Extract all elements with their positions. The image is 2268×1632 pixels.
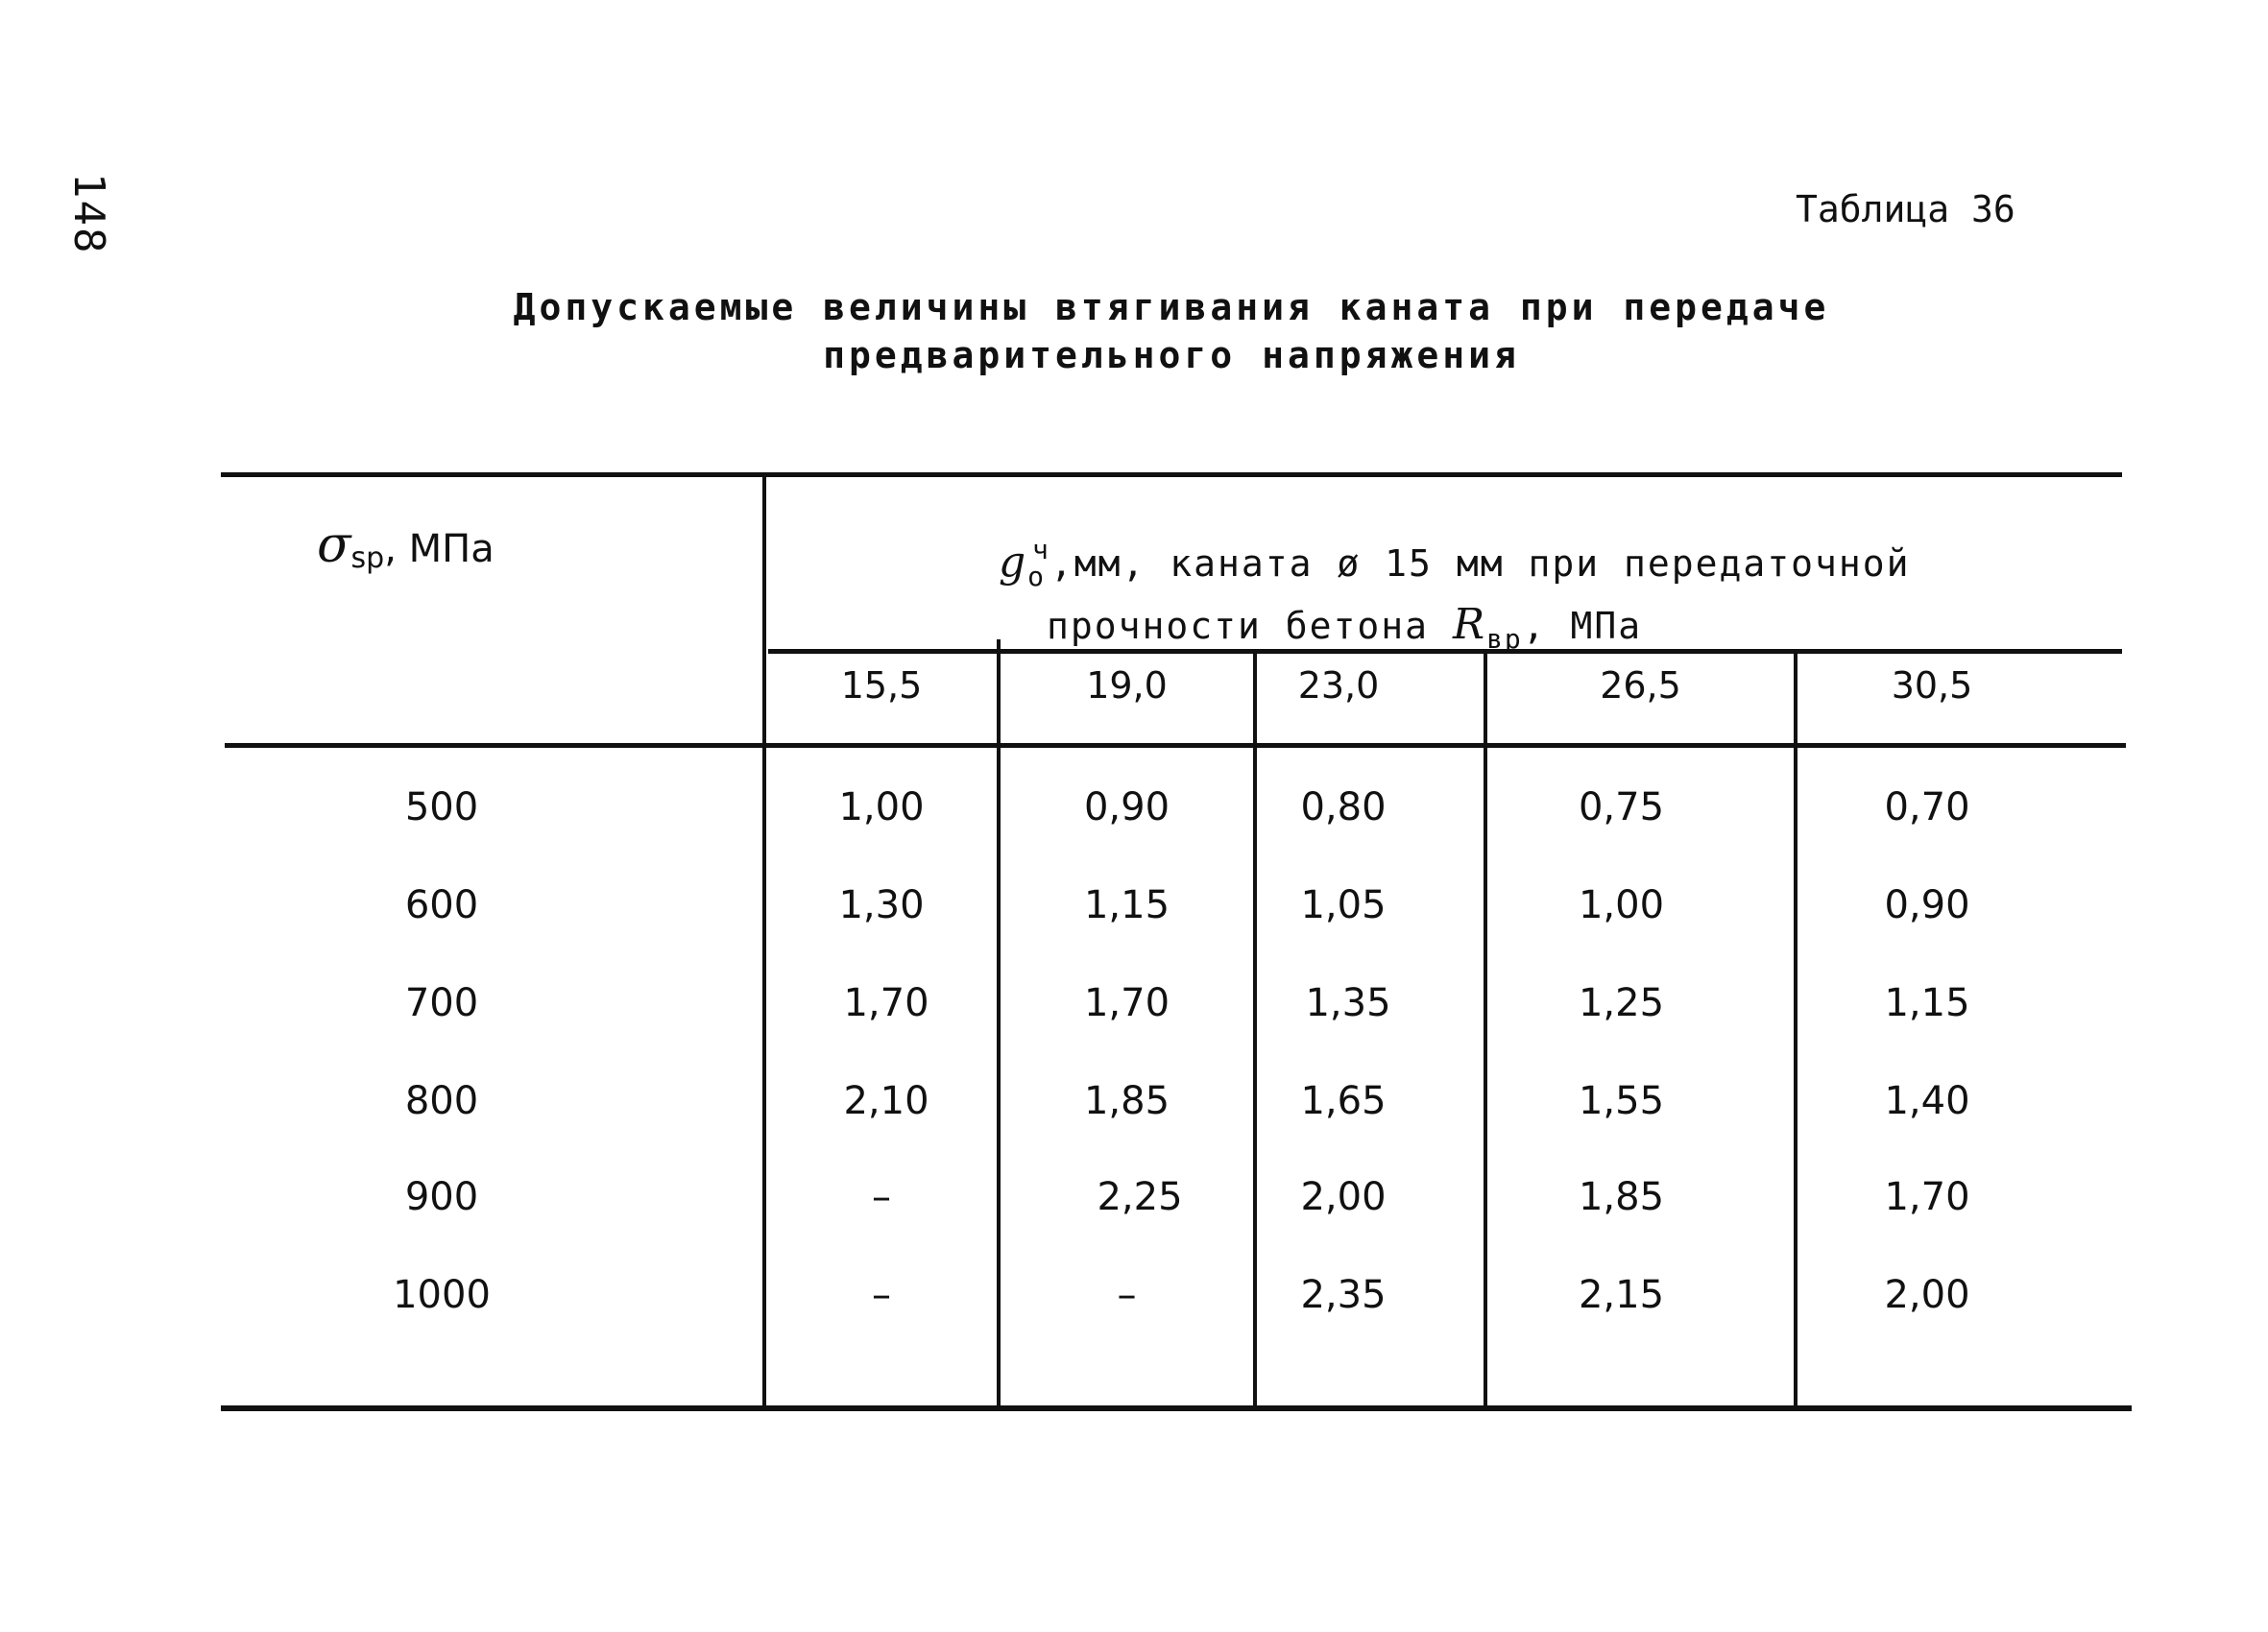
- stub-header: [317, 516, 495, 575]
- value-cell: 2,35: [1300, 1273, 1387, 1317]
- value-cell: 1,00: [1578, 883, 1665, 927]
- group-header-text-1: ,мм, каната ø 15 мм при передаточной: [1050, 542, 1911, 585]
- value-cell: 1,40: [1884, 1079, 1970, 1123]
- value-cell: 1,65: [1300, 1079, 1387, 1123]
- value-cell: 1,35: [1305, 981, 1391, 1025]
- stub-divider: [762, 474, 766, 1407]
- stress-cell: 900: [404, 1175, 479, 1219]
- value-cell: 2,00: [1884, 1273, 1970, 1317]
- value-cell: 0,70: [1884, 785, 1970, 829]
- group-header-line-1: [999, 526, 1911, 601]
- table-title-line-1: Допускаемые величины втягивания каната при передаче: [513, 286, 1830, 328]
- group-header-text-2: прочности бетона: [1047, 605, 1453, 647]
- value-cell: 0,90: [1083, 785, 1170, 829]
- page-number: 148: [64, 173, 113, 255]
- value-cell: –: [1117, 1273, 1137, 1317]
- value-cell: 1,30: [838, 883, 925, 927]
- r-subscript: вр: [1486, 623, 1523, 655]
- value-cell: 1,00: [838, 785, 925, 829]
- column-header-2: 19,0: [1086, 664, 1168, 707]
- stress-cell: 600: [404, 883, 479, 927]
- value-cell: 0,80: [1300, 785, 1387, 829]
- value-cell: –: [872, 1273, 891, 1317]
- header-bottom-rule: [225, 743, 2126, 748]
- value-cell: 1,70: [843, 981, 929, 1025]
- sigma-subscript: sp: [350, 541, 385, 575]
- value-cell: 0,75: [1578, 785, 1665, 829]
- value-cell: 1,15: [1884, 981, 1970, 1025]
- g-subscript: o: [1027, 561, 1047, 592]
- stress-cell: 1000: [393, 1273, 491, 1317]
- value-cell: 2,25: [1097, 1175, 1183, 1219]
- table-title-line-2: предварительного напряжения: [823, 334, 1520, 376]
- top-rule: [221, 472, 2122, 477]
- value-cell: 1,05: [1300, 883, 1387, 927]
- r-symbol: R: [1452, 600, 1487, 649]
- table-label: Таблица 36: [1796, 188, 2015, 230]
- value-cell: 2,10: [843, 1079, 929, 1123]
- group-header-unit: , МПа: [1522, 605, 1643, 647]
- stress-cell: 800: [404, 1079, 479, 1123]
- stub-unit: , МПа: [384, 527, 495, 571]
- bottom-rule: [221, 1405, 2132, 1411]
- value-cell: 2,00: [1300, 1175, 1387, 1219]
- value-cell: –: [872, 1175, 891, 1219]
- value-cell: 1,85: [1083, 1079, 1170, 1123]
- value-cell: 0,90: [1884, 883, 1970, 927]
- value-cell: 1,15: [1083, 883, 1170, 927]
- stress-cell: 700: [404, 981, 479, 1025]
- value-cell: 1,70: [1083, 981, 1170, 1025]
- value-cell: 1,55: [1578, 1079, 1665, 1123]
- value-cell: 1,70: [1884, 1175, 1970, 1219]
- sigma-symbol: σ: [317, 516, 351, 574]
- column-header-1: 15,5: [840, 664, 923, 707]
- column-header-5: 30,5: [1891, 664, 1973, 707]
- column-header-3: 23,0: [1297, 664, 1380, 707]
- stress-cell: 500: [404, 785, 479, 829]
- value-cell: 2,15: [1578, 1273, 1665, 1317]
- g-superscript: ч: [1032, 534, 1050, 565]
- value-cell: 1,25: [1578, 981, 1665, 1025]
- g-symbol: g: [999, 538, 1028, 587]
- column-header-4: 26,5: [1600, 664, 1681, 707]
- group-header: [999, 526, 1911, 663]
- group-header-line-2: [999, 601, 1911, 663]
- value-cell: 1,85: [1578, 1175, 1665, 1219]
